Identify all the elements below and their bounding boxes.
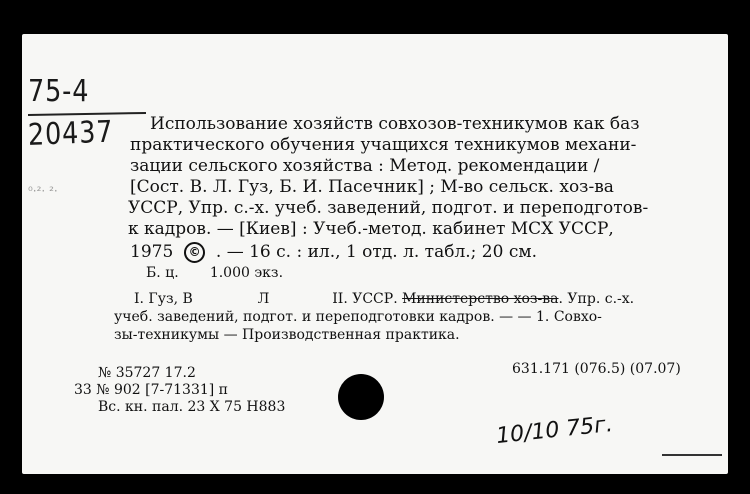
title-line-3: зации сельского хозяйства : Метод. рекомендации / [130,156,600,176]
physical-description: . — 16 с. : ил., 1 отд. л. табл.; 20 см. [215,242,537,262]
copyright-symbol: © [184,242,205,263]
print-run: 1.000 экз. [209,265,284,281]
punch-hole [338,374,384,420]
classification-index: 631.171 (076.5) (07.07) [512,361,681,377]
inventory-number: 20437 [27,114,114,153]
price-line [146,264,283,282]
publisher-info: Вс. кн. пал. 23 X 75 Н883 [98,399,286,415]
year: 1975 [130,242,174,262]
handwritten-note: 10/10 75г. [495,411,614,450]
title-line-4: [Сост. В. Л. Гуз, Б. И. Пасечник] ; М-во сельск. хоз-ва [130,177,614,197]
price: Б. ц. [146,265,179,281]
tracing-line-3: зы-техникумы — Производственная практика. [114,327,460,343]
faint-stamp: ⁰·²· ²· [28,184,58,198]
tracing-line-2: учеб. заведений, подгот. и переподготовки кадров. — — 1. Совхо- [114,309,602,325]
imprint-line [130,242,537,263]
title-line-2: практического обучения учащихся техникумов механи- [130,135,637,155]
tracing-corporate-rest: . Упр. с.-х. [558,291,635,307]
shelf-mark: 75-4 [28,74,90,109]
tracing-corporate: II. УССР. [332,291,398,307]
title-line-5: УССР, Упр. с.-х. учеб. заведений, подгот. и переподготов- [128,198,649,218]
tracing-struck-text: Министерство хоз-ва [402,291,559,307]
title-line-1: Использование хозяйств совхозов-техникумов как баз [150,114,640,134]
catalog-card [22,34,728,474]
tracing-author-initial: Л [257,291,270,307]
tracing-author: I. Гуз, В [134,291,193,307]
record-number: № 35727 17.2 [98,365,196,381]
title-line-6: к кадров. — [Киев] : Учеб.-метод. кабинет МСХ УССР, [128,219,614,239]
card-number: 33 № 902 [7-71331] п [74,382,229,398]
edge-mark [662,454,722,456]
tracing-line-1 [134,290,634,308]
